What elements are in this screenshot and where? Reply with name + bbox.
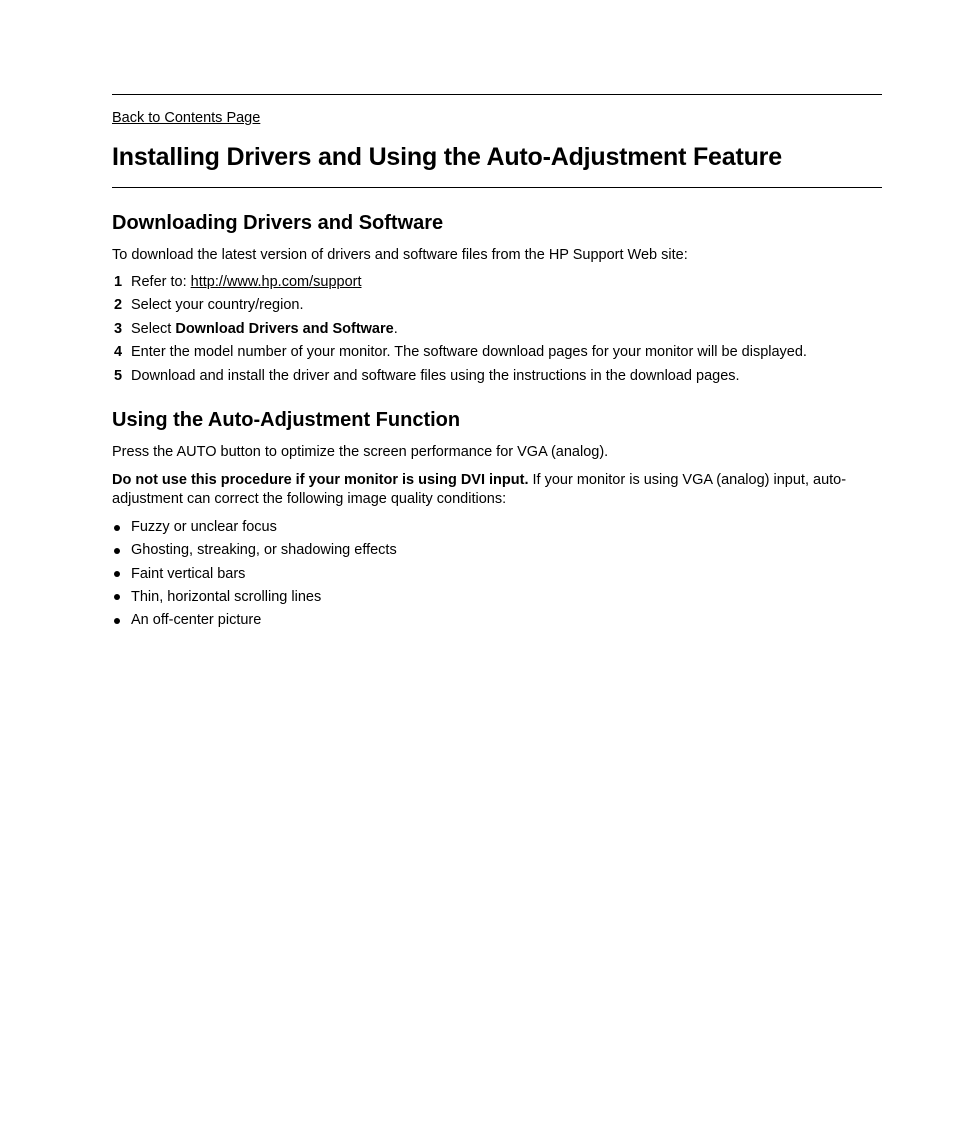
title-divider	[112, 187, 882, 188]
dvi-warning-bold: Do not use this procedure if your monitor is using DVI input.	[112, 472, 529, 488]
download-steps-list	[112, 273, 807, 390]
top-divider	[112, 94, 882, 95]
downloading-heading: Downloading Drivers and Software	[112, 212, 444, 234]
step-3	[112, 320, 807, 343]
step-text: Download and install the driver and software files using the instructions in the download pages.	[131, 367, 740, 384]
list-item	[112, 565, 397, 588]
downloading-intro: To download the latest version of drivers and software files from the HP Support Web site:	[112, 247, 688, 263]
step-number: 4	[114, 344, 123, 361]
hp-support-link[interactable]: http://www.hp.com/support	[190, 274, 362, 290]
dvi-warning	[112, 471, 872, 509]
image-conditions-list	[112, 518, 397, 634]
download-drivers-option: Download Drivers and Software	[175, 320, 394, 337]
step-number: 1	[114, 274, 123, 290]
condition-text: Thin, horizontal scrolling lines	[131, 588, 322, 605]
step-number: 3	[114, 320, 123, 337]
step-5	[112, 367, 807, 390]
condition-text: Faint vertical bars	[131, 565, 246, 582]
list-item	[112, 541, 397, 564]
auto-button-instruction: Press the AUTO button to optimize the screen performance for VGA (analog).	[112, 444, 609, 460]
step-4	[112, 343, 807, 366]
condition-text: Fuzzy or unclear focus	[131, 519, 277, 535]
page-title: Installing Drivers and Using the Auto-Adjustment Feature	[112, 143, 782, 171]
list-item	[112, 518, 397, 541]
list-item	[112, 611, 397, 634]
step-text: Enter the model number of your monitor. The software download pages for your monitor will be displayed.	[131, 344, 807, 361]
step-text: Select your country/region.	[131, 297, 304, 314]
step-number: 2	[114, 297, 123, 314]
step-text: Select Download Drivers and Software.	[131, 320, 398, 337]
auto-adjustment-heading: Using the Auto-Adjustment Function	[112, 409, 461, 431]
back-to-contents-link[interactable]: Back to Contents Page	[112, 110, 261, 126]
condition-text: An off-center picture	[131, 612, 262, 629]
step-1	[112, 273, 807, 296]
condition-text: Ghosting, streaking, or shadowing effects	[131, 542, 397, 559]
list-item	[112, 588, 397, 611]
step-text: Refer to: http://www.hp.com/support	[131, 274, 362, 290]
step-number: 5	[114, 367, 123, 384]
dvi-warning-text: If your monitor is using VGA (analog) input, auto-adjustment can correct the following image quality conditions:	[112, 472, 847, 507]
step-2	[112, 296, 807, 319]
